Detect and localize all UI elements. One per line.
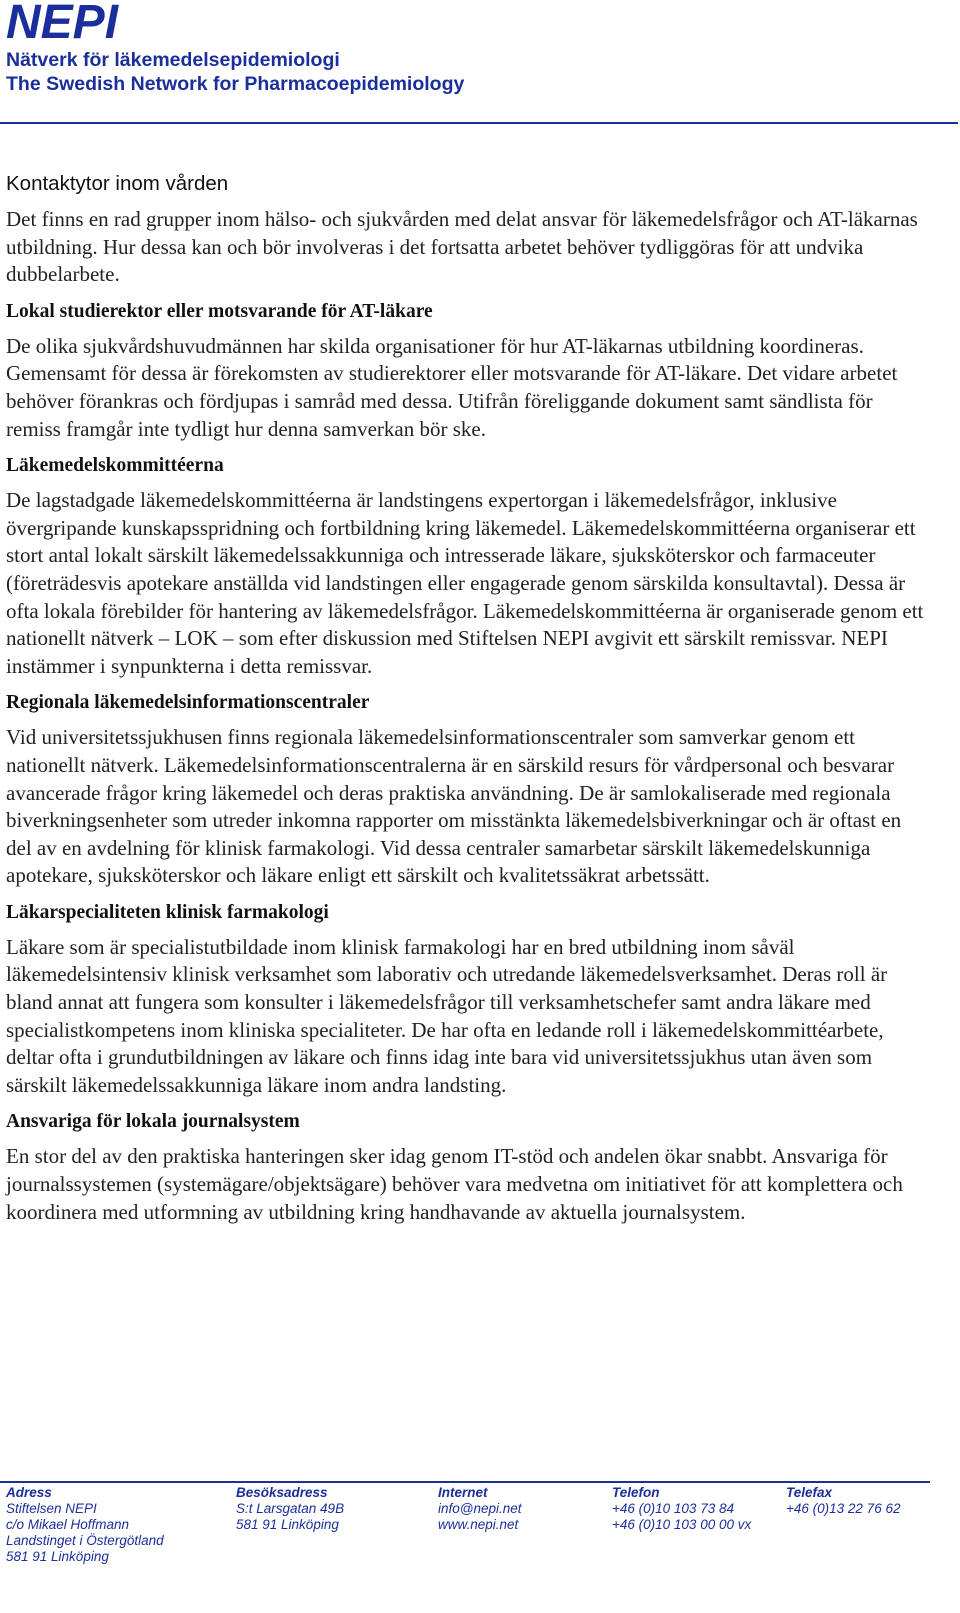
footer-address <box>6 1485 164 1565</box>
footer <box>6 1485 936 1610</box>
footer-phone-label: Telefon <box>612 1485 660 1500</box>
intro-paragraph: Det finns en rad grupper inom hälso- och sjukvården med delat ansvar för läkemedelsfrågor och AT-läkarnas utbildning. Hur dessa kan och bör involveras i det fortsatta arbetet behöver tydliggöras för att undvika dubbelarbete. <box>6 207 918 287</box>
paragraph-journalsystem: En stor del av den praktiska hanteringen sker idag genom IT-stöd och andelen ökar snabbt. Ansvariga för journalssystemen (systemägare/objektsägare) behöver vara medvetna om initiativet för att komplettera och koordinera med utformning av utbildning kring handhavande av aktuella journalsystem. <box>6 1144 903 1224</box>
page-title: Kontaktytor inom vården <box>6 172 229 195</box>
subtitle-english: The Swedish Network for Pharmacoepidemiology <box>6 73 465 95</box>
heading-klinisk-farmakologi: Läkarspecialiteten klinisk farmakologi <box>6 901 329 923</box>
footer-phone-line: +46 (0)10 103 73 84 <box>612 1501 734 1516</box>
footer-divider <box>0 1481 930 1483</box>
footer-address-label: Adress <box>6 1485 52 1500</box>
footer-address-line: Stiftelsen NEPI <box>6 1501 97 1516</box>
heading-studierektor: Lokal studierektor eller motsvarande för AT-läkare <box>6 300 433 322</box>
header-divider <box>0 122 958 124</box>
footer-internet <box>438 1485 522 1533</box>
heading-lakemedelskommitteerna: Läkemedelskommittéerna <box>6 455 224 477</box>
footer-fax-line: +46 (0)13 22 76 62 <box>786 1501 901 1516</box>
paragraph-klinisk-farmakologi: Läkare som är specialistutbildade inom klinisk farmakologi har en bred utbildning inom såväl läkemedelsintensiv klinisk verksamhet som laborativ och utredande läkemedelsverksamhet. Deras roll är bland annat att fungera som konsulter i läkemedelsfrågor till verksamhetschefer samt andra läkare med specialistkompetens inom kliniska specialiteter. De har ofta en ledande roll i läkemedelskommittéarbete, deltar ofta i grundutbildningen av läkare och finns idag inte bara vid universitetssjukhus utan även som särskilt läkemedelssakkunniga läkare inom andra landsting. <box>6 934 888 1097</box>
footer-website-link[interactable]: www.nepi.net <box>438 1517 519 1532</box>
footer-visit-label: Besöksadress <box>236 1485 328 1500</box>
footer-internet-label: Internet <box>438 1485 488 1500</box>
footer-visit-line: S:t Larsgatan 49B <box>236 1501 345 1516</box>
footer-phone <box>612 1485 751 1533</box>
paragraph-studierektor: De olika sjukvårdshuvudmännen har skilda organisationer för hur AT-läkarnas utbildning koordineras. Gemensamt för dessa är förekomsten av studierektorer eller motsvarande för AT-läkare. Det vidare arbetet behöver förankras och fördjupas i samråd med dessa. Utifrån föreliggande dokument samt sändlista för remiss framgår inte tydligt hur denna samverkan bör ske. <box>6 333 898 441</box>
heading-journalsystem: Ansvariga för lokala journalsystem <box>6 1111 300 1133</box>
footer-fax-label: Telefax <box>786 1485 833 1500</box>
paragraph-informationscentraler: Vid universitetssjukhusen finns regionala läkemedelsinformationscentraler som samverkar genom ett nationellt nätverk. Läkemedelsinformationscentralerna är en särskild resurs för vårdpersonal och besvarar avancerade frågor kring läkemedel och deras praktiska användning. De är samlokaliserade med regionala biverkningsenheter som utreder inkomna rapporter om misstänkta läkemedelsbiverkningar och är oftast en del av en avdelning för klinisk farmakologi. Vid dessa centraler samarbetar särskilt läkemedelskunniga apotekare, sjuksköterskor och läkare enligt ett särskilt och kvalitetssäkrat arbetssätt. <box>6 725 902 888</box>
footer-phone-line: +46 (0)10 103 00 00 vx <box>612 1517 752 1532</box>
footer-fax <box>786 1485 900 1517</box>
footer-email-link[interactable]: info@nepi.net <box>438 1501 522 1516</box>
paragraph-lakemedelskommitteerna: De lagstadgade läkemedelskommittéerna är landstingens expertorgan i läkemedelsfrågor, inklusive övergripande kunskapsspridning och fortbildning kring läkemedel. Läkemedelskommittéerna organiserar ett stort antal lokalt särskilt läkemedelssakkunniga och intresserade läkare, sjuksköterskor och farmaceuter (företrädesvis apotekare anställda vid landstingen eller engagerade genom särskilda konsultavtal). Dessa är ofta lokala förebilder för hantering av läkemedelsfrågor. Läkemedelskommittéerna är organiserade genom ett nationellt nätverk – LOK – som efter diskussion med Stiftelsen NEPI avgivit ett särskilt remissvar. NEPI instämmer i synpunkterna i detta remissvar. <box>6 488 924 678</box>
footer-visit <box>236 1485 344 1533</box>
document-body <box>6 170 931 1232</box>
footer-address-line: 581 91 Linköping <box>6 1549 109 1564</box>
nepi-logo: NEPI <box>6 0 119 49</box>
subtitle-swedish: Nätverk för läkemedelsepidemiologi <box>6 49 340 71</box>
footer-visit-line: 581 91 Linköping <box>236 1517 339 1532</box>
letterhead <box>6 0 946 96</box>
heading-informationscentraler: Regionala läkemedelsinformationscentraler <box>6 692 370 714</box>
footer-address-line: c/o Mikael Hoffmann <box>6 1517 130 1532</box>
footer-address-line: Landstinget i Östergötland <box>6 1533 164 1548</box>
